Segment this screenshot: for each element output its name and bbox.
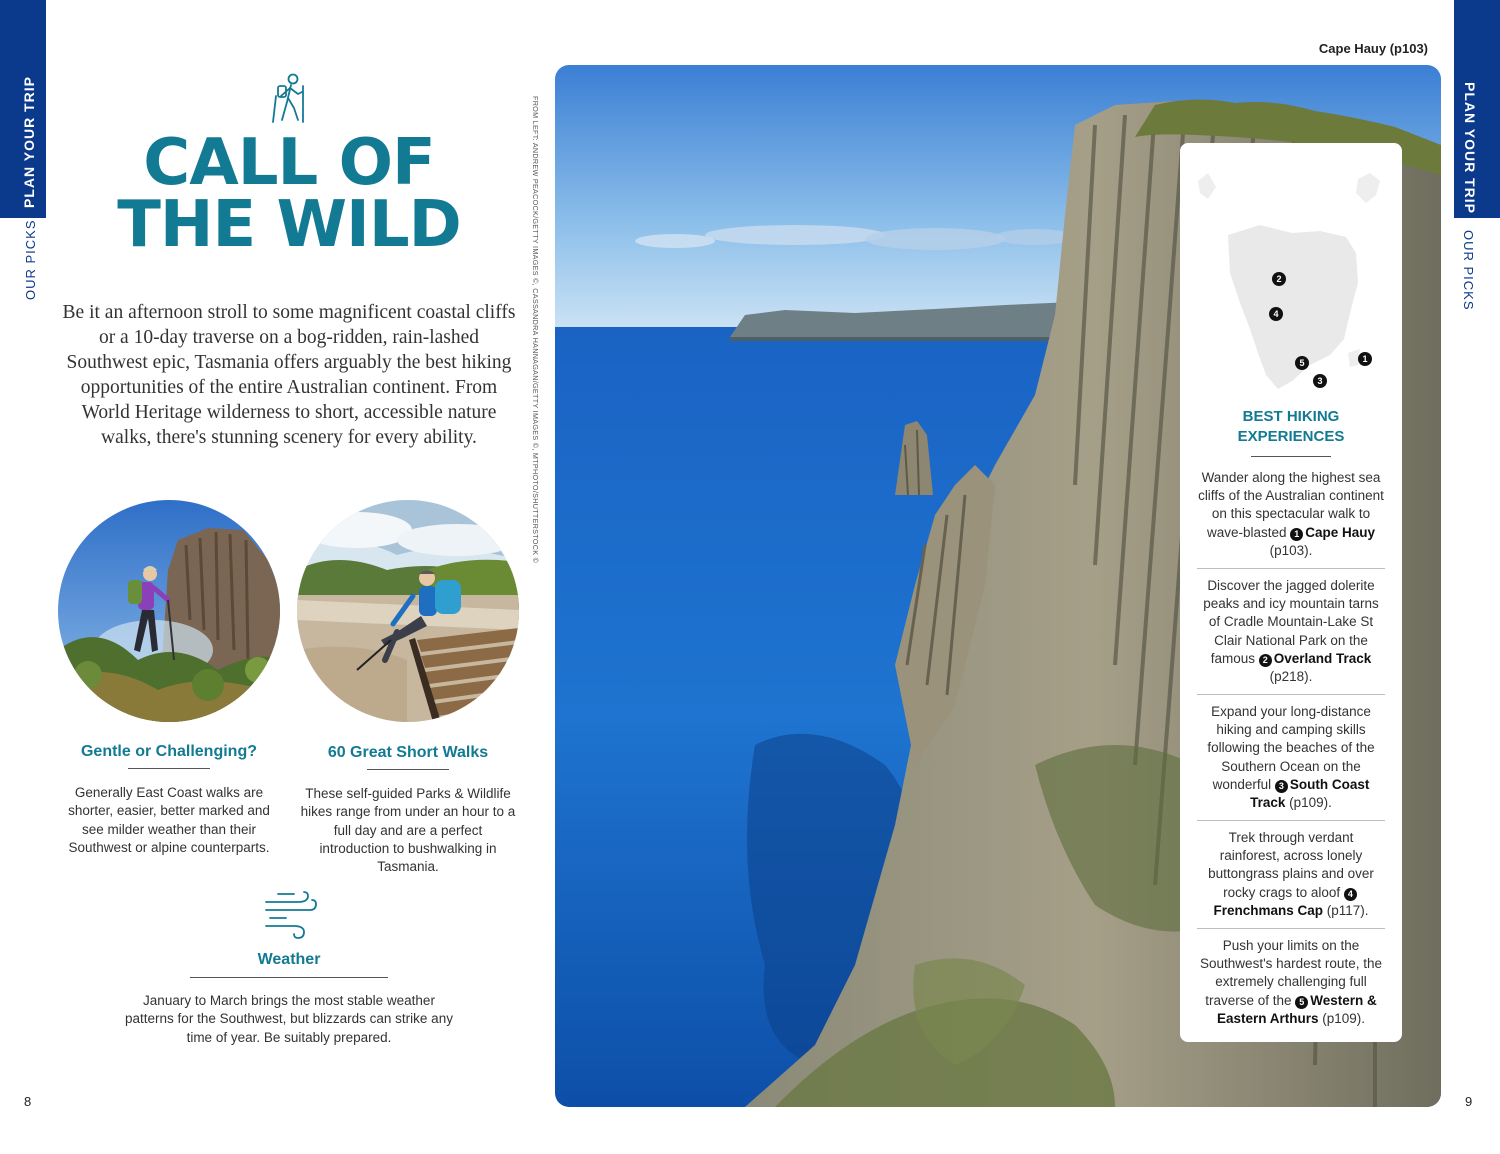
- svg-text:2: 2: [1276, 274, 1282, 284]
- photo-caption: Cape Hauy (p103): [1318, 41, 1428, 56]
- card-title-rule: [1251, 456, 1331, 457]
- page-number-left: 8: [24, 1094, 32, 1109]
- gentle-challenging-text: Generally East Coast walks are shorter, easier, better marked and see milder weather than their Southwest or alpine counterparts.: [68, 785, 270, 855]
- item-divider: [1197, 694, 1385, 695]
- right-plan-your-trip-label: PLAN YOUR TRIP: [1462, 82, 1478, 214]
- hiker-icon: [270, 72, 310, 126]
- short-walks-rule: [367, 769, 449, 770]
- short-walks-text: These self-guided Parks & Wildlife hikes range from under an hour to a full day and are a perfect introduction to bushwalking in Tasmania.: [300, 786, 516, 875]
- right-our-picks-label: OUR PICKS: [1461, 230, 1476, 311]
- item-divider: [1197, 568, 1385, 569]
- hiker-lake-photo: [297, 500, 519, 722]
- page-title: CALL OF THE WILD: [117, 126, 461, 262]
- hike-item-south-coast-track: Expand your long-distance hiking and camping skills following the beaches of the Southern Ocean on the wonderful 3 South Coast Track (p109).: [1207, 704, 1375, 811]
- hike-item-western-eastern-arthurs: Push your limits on the Southwest's hardest route, the extremely challenging full traverse of the 5 Western & Eastern Arthurs (p109).: [1200, 938, 1382, 1026]
- svg-text:5: 5: [1299, 358, 1305, 368]
- hike-item-overland-track: Discover the jagged dolerite peaks and icy mountain tarns of Cradle Mountain-Lake St Clair National Park on the famous 2 Overland Track (p218).: [1203, 578, 1379, 685]
- gentle-challenging-rule: [128, 768, 210, 769]
- svg-text:4: 4: [1273, 309, 1279, 319]
- short-walks-heading: 60 Great Short Walks: [327, 744, 489, 761]
- tasmania-map: [1180, 143, 1402, 403]
- weather-heading: Weather: [257, 951, 321, 968]
- best-hiking-card: [1180, 143, 1402, 1042]
- item-divider: [1197, 820, 1385, 821]
- hike-item-frenchmans-cap: Trek through verdant rainforest, across lonely buttongrass plains and over rocky crags to aloof 4Frenchmans Cap (p117).: [1208, 830, 1374, 918]
- gentle-challenging-heading: Gentle or Challenging?: [80, 743, 257, 760]
- page-number-right: 9: [1465, 1094, 1473, 1109]
- wind-icon: [264, 890, 318, 940]
- svg-text:1: 1: [1362, 354, 1368, 364]
- photo-credit: FROM LEFT: ANDREW PEACOCK/GETTY IMAGES ©, CASSANDRA HANNAGAN/GETTY IMAGES ©, MTPHOTO/SHUTTERSTOCK ©: [531, 96, 540, 564]
- weather-rule: [190, 977, 388, 978]
- item-divider: [1197, 928, 1385, 929]
- weather-text: January to March brings the most stable weather patterns for the Southwest, but blizzards can strike any time of year. Be suitably prepared.: [125, 993, 453, 1045]
- svg-text:3: 3: [1317, 376, 1323, 386]
- left-plan-your-trip-label: PLAN YOUR TRIP: [21, 76, 37, 208]
- hiker-cliff-photo: [58, 500, 280, 722]
- card-title: BEST HIKING EXPERIENCES: [1237, 408, 1345, 445]
- hike-item-cape-hauy: Wander along the highest sea cliffs of the Australian continent on this spectacular walk to wave-blasted 1 Cape Hauy (p103).: [1198, 470, 1384, 558]
- left-our-picks-label: OUR PICKS: [23, 219, 38, 300]
- intro-paragraph: Be it an afternoon stroll to some magnificent coastal cliffs or a 10-day traverse on a bog-ridden, rain-lashed Southwest epic, Tasmania offers arguably the best hiking opportunities of the entire Australian continent. From World Heritage wilderness to short, accessible nature walks, there's stunning scenery for every ability.: [62, 302, 516, 448]
